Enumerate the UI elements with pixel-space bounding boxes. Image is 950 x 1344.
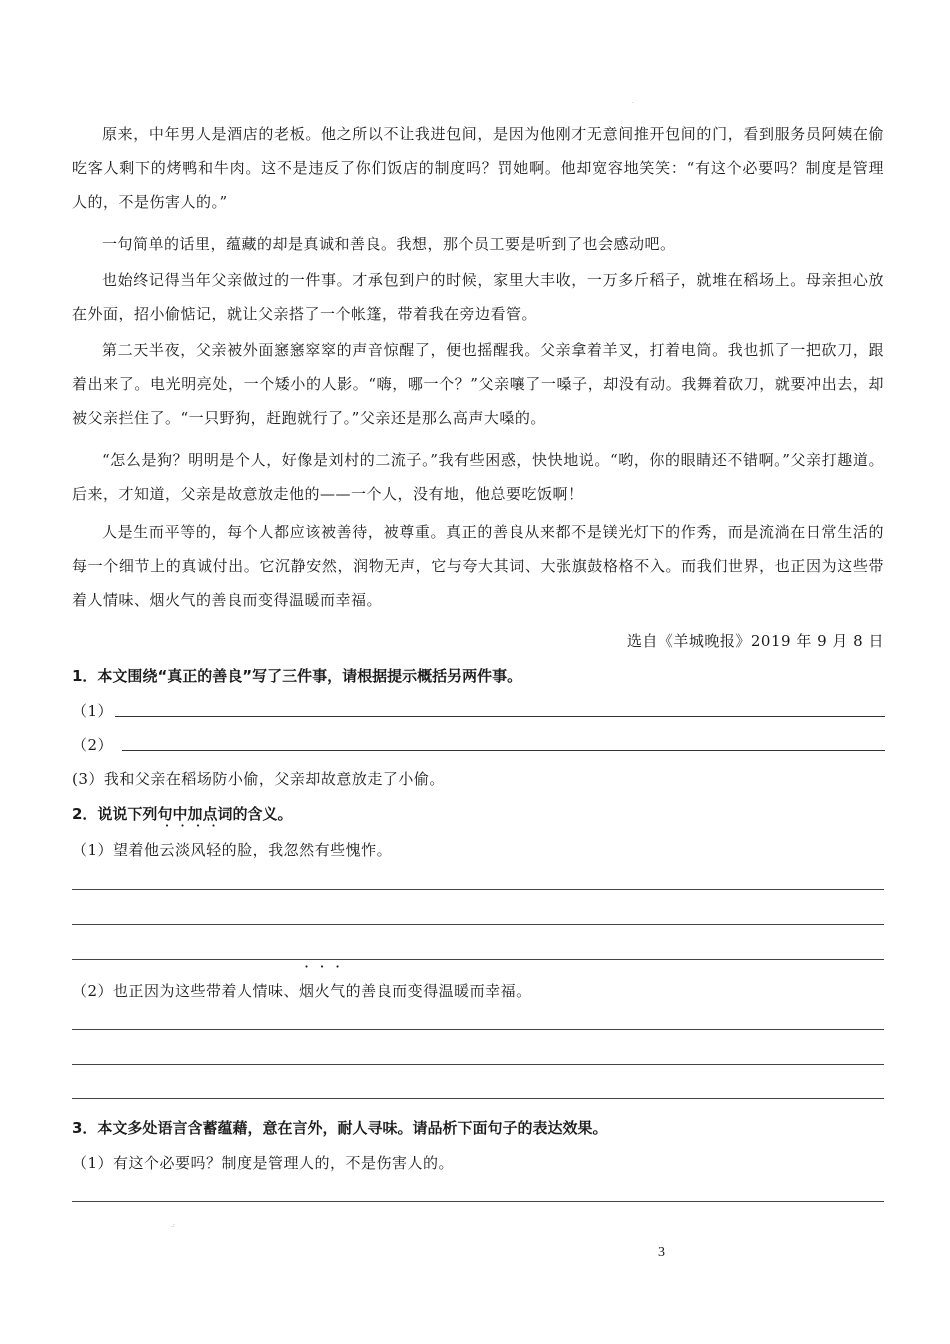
question-3-sentence-1: （1）有这个必要吗？制度是管理人的，不是伤害人的。 — [72, 1154, 455, 1172]
question-2-title: 2．说说下列句中加点词的含义。 — [72, 805, 293, 823]
article-paragraph-2: 一句简单的话里，蕴藏的却是真诚和善良。我想，那个员工要是听到了也会感动吧。 — [102, 235, 676, 253]
question-2-1-answer-line-2[interactable] — [72, 924, 884, 925]
dotted-char: 火 — [314, 982, 331, 1000]
dotted-char: 气 — [330, 982, 346, 1000]
page-number: 3 — [658, 1245, 665, 1260]
article-source: 选自《羊城晚报》2019 年 9 月 8 日 — [626, 632, 884, 650]
question-1-title: 1．本文围绕“真正的善良”写了三件事，请根据提示概括另两件事。 — [72, 667, 523, 685]
question-2-2-answer-line-1[interactable] — [72, 1029, 884, 1030]
question-2-1-answer-line-1[interactable] — [72, 889, 884, 890]
dotted-char: 轻 — [206, 841, 222, 859]
dotted-char: 淡 — [175, 841, 191, 859]
article-paragraph-4: 第二天半夜，父亲被外面窸窸窣窣的声音惊醒了，便也摇醒我。父亲拿着羊叉，打着电筒。我也抓了一把砍刀，跟着出来了。电光明亮处，一个矮小的人影。“嗨，哪一个？”父亲嚷了一嗓子，却没有动。我舞着砍刀，就要冲出去，却被父亲拦住了。“一只野狗，赶跑就行了。”父亲还是那么高声大嗓的。 — [72, 341, 884, 427]
question-2-sentence-2-post: 的善良而变得温暖而幸福。 — [345, 982, 532, 1000]
scan-mark: .: — [171, 1222, 175, 1229]
article-paragraph-1: 原来，中年男人是酒店的老板。他之所以不让我进包间，是因为他刚才无意间推开包间的门，看到服务员阿姨在偷吃客人剩下的烤鸭和牛肉。这不是违反了你们饭店的制度吗？罚她啊。他却宽容地笑笑：“有这个必要吗？制度是管理人的，不是伤害人的。” — [72, 125, 884, 211]
question-3-title: 3．本文多处语言含蓄蕴藉，意在言外，耐人寻味。请品析下面句子的表达效果。 — [72, 1119, 608, 1137]
dotted-char: 云 — [159, 841, 176, 859]
question-1-item-1-answer-line[interactable] — [115, 716, 885, 717]
question-2-2-answer-line-3[interactable] — [72, 1098, 884, 1099]
question-2-2-answer-line-2[interactable] — [72, 1064, 884, 1065]
question-2-sentence-1-post: 的脸，我忽然有些愧怍。 — [221, 841, 393, 859]
dotted-char: 风 — [190, 841, 207, 859]
article-paragraph-6: 人是生而平等的，每个人都应该被善待，被尊重。真正的善良从来都不是镁光灯下的作秀，而是流淌在日常生活的每一个细节上的真诚付出。它沉静安然，润物无声，它与夸大其词、大张旗鼓格格不入。而我们世界，也正因为这些带着人情味、烟火气的善良而变得温暖而幸福。 — [72, 523, 884, 609]
question-1-item-1-label: （1） — [72, 702, 114, 720]
question-2-sentence-2-pre: （2）也正因为这些带着人情味、 — [72, 982, 300, 1000]
question-2-sentence-1-pre: （1）望着他 — [72, 841, 160, 859]
scan-mark: . — [632, 98, 634, 105]
dotted-char: 烟 — [299, 982, 315, 1000]
question-1-item-2-answer-line[interactable] — [122, 750, 885, 751]
question-2-sentence-1 — [72, 836, 392, 864]
article-paragraph-5: “怎么是狗？明明是个人，好像是刘村的二流子。”我有些困惑，快快地说。“哟，你的眼睛还不错啊。”父亲打趣道。后来，才知道，父亲是故意放走他的——一个人，没有地，他总要吃饭啊！ — [72, 451, 884, 503]
question-3-1-answer-line-1[interactable] — [72, 1201, 884, 1202]
question-1-item-2-label: （2） — [72, 736, 114, 754]
article-paragraph-3: 也始终记得当年父亲做过的一件事。才承包到户的时候，家里大丰收，一万多斤稻子，就堆在稻场上。母亲担心放在外面，招小偷惦记，就让父亲搭了一个帐篷，带着我在旁边看管。 — [72, 271, 884, 323]
question-2-sentence-2 — [72, 977, 532, 1005]
question-1-item-3: (3）我和父亲在稻场防小偷，父亲却故意放走了小偷。 — [72, 770, 445, 788]
question-2-1-answer-line-3[interactable] — [72, 959, 884, 960]
